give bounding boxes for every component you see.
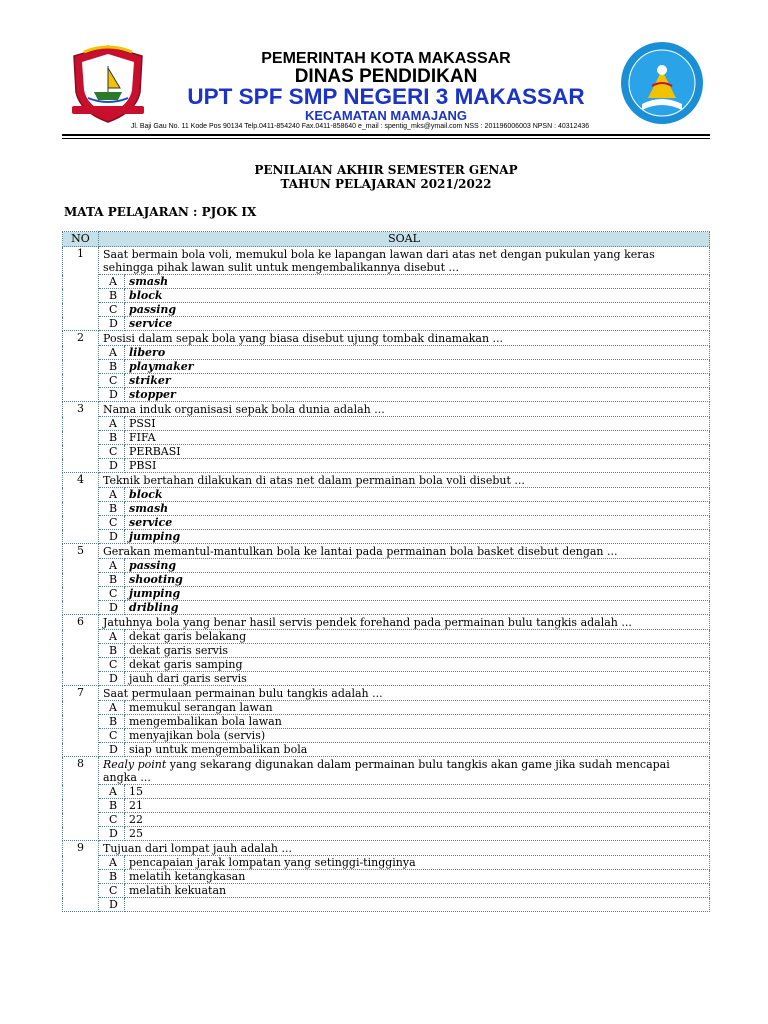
option-letter: D <box>99 459 125 473</box>
option-letter: D <box>99 743 125 757</box>
letterhead-rule-thin <box>62 138 710 139</box>
question-number: 4 <box>63 473 99 544</box>
question-text: Posisi dalam sepak bola yang biasa disebut ujung tombak dinamakan ... <box>99 331 710 346</box>
option-letter: D <box>99 388 125 402</box>
option-letter: A <box>99 630 125 644</box>
option-text: stopper <box>125 388 710 402</box>
option-row <box>63 587 710 601</box>
option-text: PERBASI <box>125 445 710 459</box>
option-text: striker <box>125 374 710 388</box>
option-row <box>63 785 710 799</box>
option-text: 25 <box>125 827 710 841</box>
option-letter: A <box>99 701 125 715</box>
option-row <box>63 715 710 729</box>
option-row <box>63 488 710 502</box>
makassar-city-emblem-icon <box>66 42 150 126</box>
option-row <box>63 630 710 644</box>
option-letter: A <box>99 856 125 870</box>
option-letter: A <box>99 785 125 799</box>
option-row <box>63 573 710 587</box>
option-row <box>63 431 710 445</box>
option-row <box>63 601 710 615</box>
question-row <box>63 615 710 630</box>
option-row <box>63 459 710 473</box>
question-row <box>63 331 710 346</box>
option-letter: B <box>99 715 125 729</box>
option-letter: C <box>99 729 125 743</box>
letterhead-department: DINAS PENDIDIKAN <box>294 66 478 87</box>
option-letter: A <box>99 346 125 360</box>
option-letter: C <box>99 374 125 388</box>
letterhead-government: PEMERINTAH KOTA MAKASSAR <box>261 50 511 67</box>
option-text: mengembalikan bola lawan <box>125 715 710 729</box>
option-row <box>63 701 710 715</box>
question-row <box>63 841 710 856</box>
option-text: libero <box>125 346 710 360</box>
option-text: block <box>125 289 710 303</box>
header-soal: SOAL <box>99 232 710 247</box>
option-letter: B <box>99 799 125 813</box>
option-row <box>63 870 710 884</box>
option-row <box>63 559 710 573</box>
option-text: PSSI <box>125 417 710 431</box>
option-text: jauh dari garis servis <box>125 672 710 686</box>
option-text: dekat garis servis <box>125 644 710 658</box>
question-number: 6 <box>63 615 99 686</box>
option-text: block <box>125 488 710 502</box>
option-text: 22 <box>125 813 710 827</box>
option-row <box>63 856 710 870</box>
option-row <box>63 360 710 374</box>
option-letter: A <box>99 559 125 573</box>
option-row <box>63 516 710 530</box>
option-text: PBSI <box>125 459 710 473</box>
option-letter: C <box>99 303 125 317</box>
option-text: passing <box>125 559 710 573</box>
question-text: Teknik bertahan dilakukan di atas net dalam permainan bola voli disebut ... <box>99 473 710 488</box>
option-row <box>63 388 710 402</box>
option-row <box>63 644 710 658</box>
option-letter: B <box>99 573 125 587</box>
question-text: Gerakan memantul-mantulkan bola ke lantai pada permainan bola basket disebut dengan ... <box>99 544 710 559</box>
tut-wuri-handayani-logo-icon <box>618 40 706 126</box>
question-number: 3 <box>63 402 99 473</box>
option-letter: C <box>99 587 125 601</box>
option-row <box>63 813 710 827</box>
option-text: shooting <box>125 573 710 587</box>
question-text-italic: Realy point <box>103 758 167 771</box>
question-number: 7 <box>63 686 99 757</box>
option-letter: C <box>99 813 125 827</box>
option-text: dekat garis samping <box>125 658 710 672</box>
option-row <box>63 289 710 303</box>
option-text: menyajikan bola (servis) <box>125 729 710 743</box>
option-letter: D <box>99 317 125 331</box>
question-text: Jatuhnya bola yang benar hasil servis pendek forehand pada permainan bulu tangkis adalah ... <box>99 615 710 630</box>
option-row <box>63 658 710 672</box>
option-text: service <box>125 317 710 331</box>
option-letter: C <box>99 884 125 898</box>
option-text: melatih kekuatan <box>125 884 710 898</box>
option-letter: D <box>99 601 125 615</box>
question-table <box>62 231 710 912</box>
exam-year: TAHUN PELAJARAN 2021/2022 <box>280 177 492 191</box>
option-text <box>125 898 710 912</box>
option-row <box>63 303 710 317</box>
option-row <box>63 417 710 431</box>
question-text: Nama induk organisasi sepak bola dunia adalah ... <box>99 402 710 417</box>
question-number: 9 <box>63 841 99 912</box>
option-letter: D <box>99 898 125 912</box>
option-letter: C <box>99 658 125 672</box>
option-row <box>63 502 710 516</box>
letterhead-address: Jl. Baji Gau No. 11 Kode Pos 90134 Telp.0411-854240 Fax.0411-858640 e_mail : spentig_mks@ymail.com NSS : 201196006003 NPSN : 40312436 <box>130 123 590 130</box>
option-row <box>63 275 710 289</box>
option-text: jumping <box>125 530 710 544</box>
option-letter: C <box>99 516 125 530</box>
option-row <box>63 530 710 544</box>
option-row <box>63 317 710 331</box>
option-letter: C <box>99 445 125 459</box>
option-text: smash <box>125 275 710 289</box>
table-header-row <box>63 232 710 247</box>
question-row <box>63 247 710 275</box>
question-row <box>63 757 710 785</box>
option-row <box>63 884 710 898</box>
option-letter: A <box>99 417 125 431</box>
question-row <box>63 402 710 417</box>
option-text: service <box>125 516 710 530</box>
option-text: FIFA <box>125 431 710 445</box>
question-text: Saat bermain bola voli, memukul bola ke lapangan lawan dari atas net dengan pukulan yang keras sehingga pihak lawan sulit untuk mengembalikannya disebut ... <box>99 247 710 275</box>
question-number: 5 <box>63 544 99 615</box>
option-letter: A <box>99 488 125 502</box>
option-letter: B <box>99 431 125 445</box>
option-letter: B <box>99 289 125 303</box>
question-text: Tujuan dari lompat jauh adalah ... <box>99 841 710 856</box>
question-text: Realy point yang sekarang digunakan dalam permainan bulu tangkis akan game jika sudah mencapai angka ... <box>99 757 710 785</box>
option-row <box>63 346 710 360</box>
question-number: 8 <box>63 757 99 841</box>
option-row <box>63 729 710 743</box>
option-letter: A <box>99 275 125 289</box>
letterhead-school-name: UPT SPF SMP NEGERI 3 MAKASSAR <box>187 84 585 109</box>
question-row <box>63 686 710 701</box>
letterhead-district: KECAMATAN MAMAJANG <box>304 108 467 123</box>
option-row <box>63 827 710 841</box>
question-body <box>63 247 710 912</box>
option-text: melatih ketangkasan <box>125 870 710 884</box>
option-row <box>63 445 710 459</box>
option-text: playmaker <box>125 360 710 374</box>
option-text: siap untuk mengembalikan bola <box>125 743 710 757</box>
letterhead-rule <box>62 134 710 136</box>
option-text: dekat garis belakang <box>125 630 710 644</box>
question-text: Saat permulaan permainan bulu tangkis adalah ... <box>99 686 710 701</box>
option-text: jumping <box>125 587 710 601</box>
question-number: 1 <box>63 247 99 331</box>
option-row <box>63 898 710 912</box>
option-letter: D <box>99 530 125 544</box>
option-letter: B <box>99 644 125 658</box>
exam-subject: MATA PELAJARAN : PJOK IX <box>64 205 257 219</box>
option-letter: B <box>99 870 125 884</box>
header-no: NO <box>63 232 99 247</box>
option-text: pencapaian jarak lompatan yang setinggi-tingginya <box>125 856 710 870</box>
question-row <box>63 544 710 559</box>
option-letter: B <box>99 360 125 374</box>
option-text: 21 <box>125 799 710 813</box>
option-text: dribling <box>125 601 710 615</box>
option-letter: D <box>99 672 125 686</box>
exam-title: PENILAIAN AKHIR SEMESTER GENAP <box>254 163 518 177</box>
option-text: memukul serangan lawan <box>125 701 710 715</box>
option-letter: D <box>99 827 125 841</box>
option-row <box>63 799 710 813</box>
option-text: smash <box>125 502 710 516</box>
option-row <box>63 743 710 757</box>
option-text: passing <box>125 303 710 317</box>
option-row <box>63 672 710 686</box>
option-row <box>63 374 710 388</box>
option-text: 15 <box>125 785 710 799</box>
question-row <box>63 473 710 488</box>
option-letter: B <box>99 502 125 516</box>
question-number: 2 <box>63 331 99 402</box>
